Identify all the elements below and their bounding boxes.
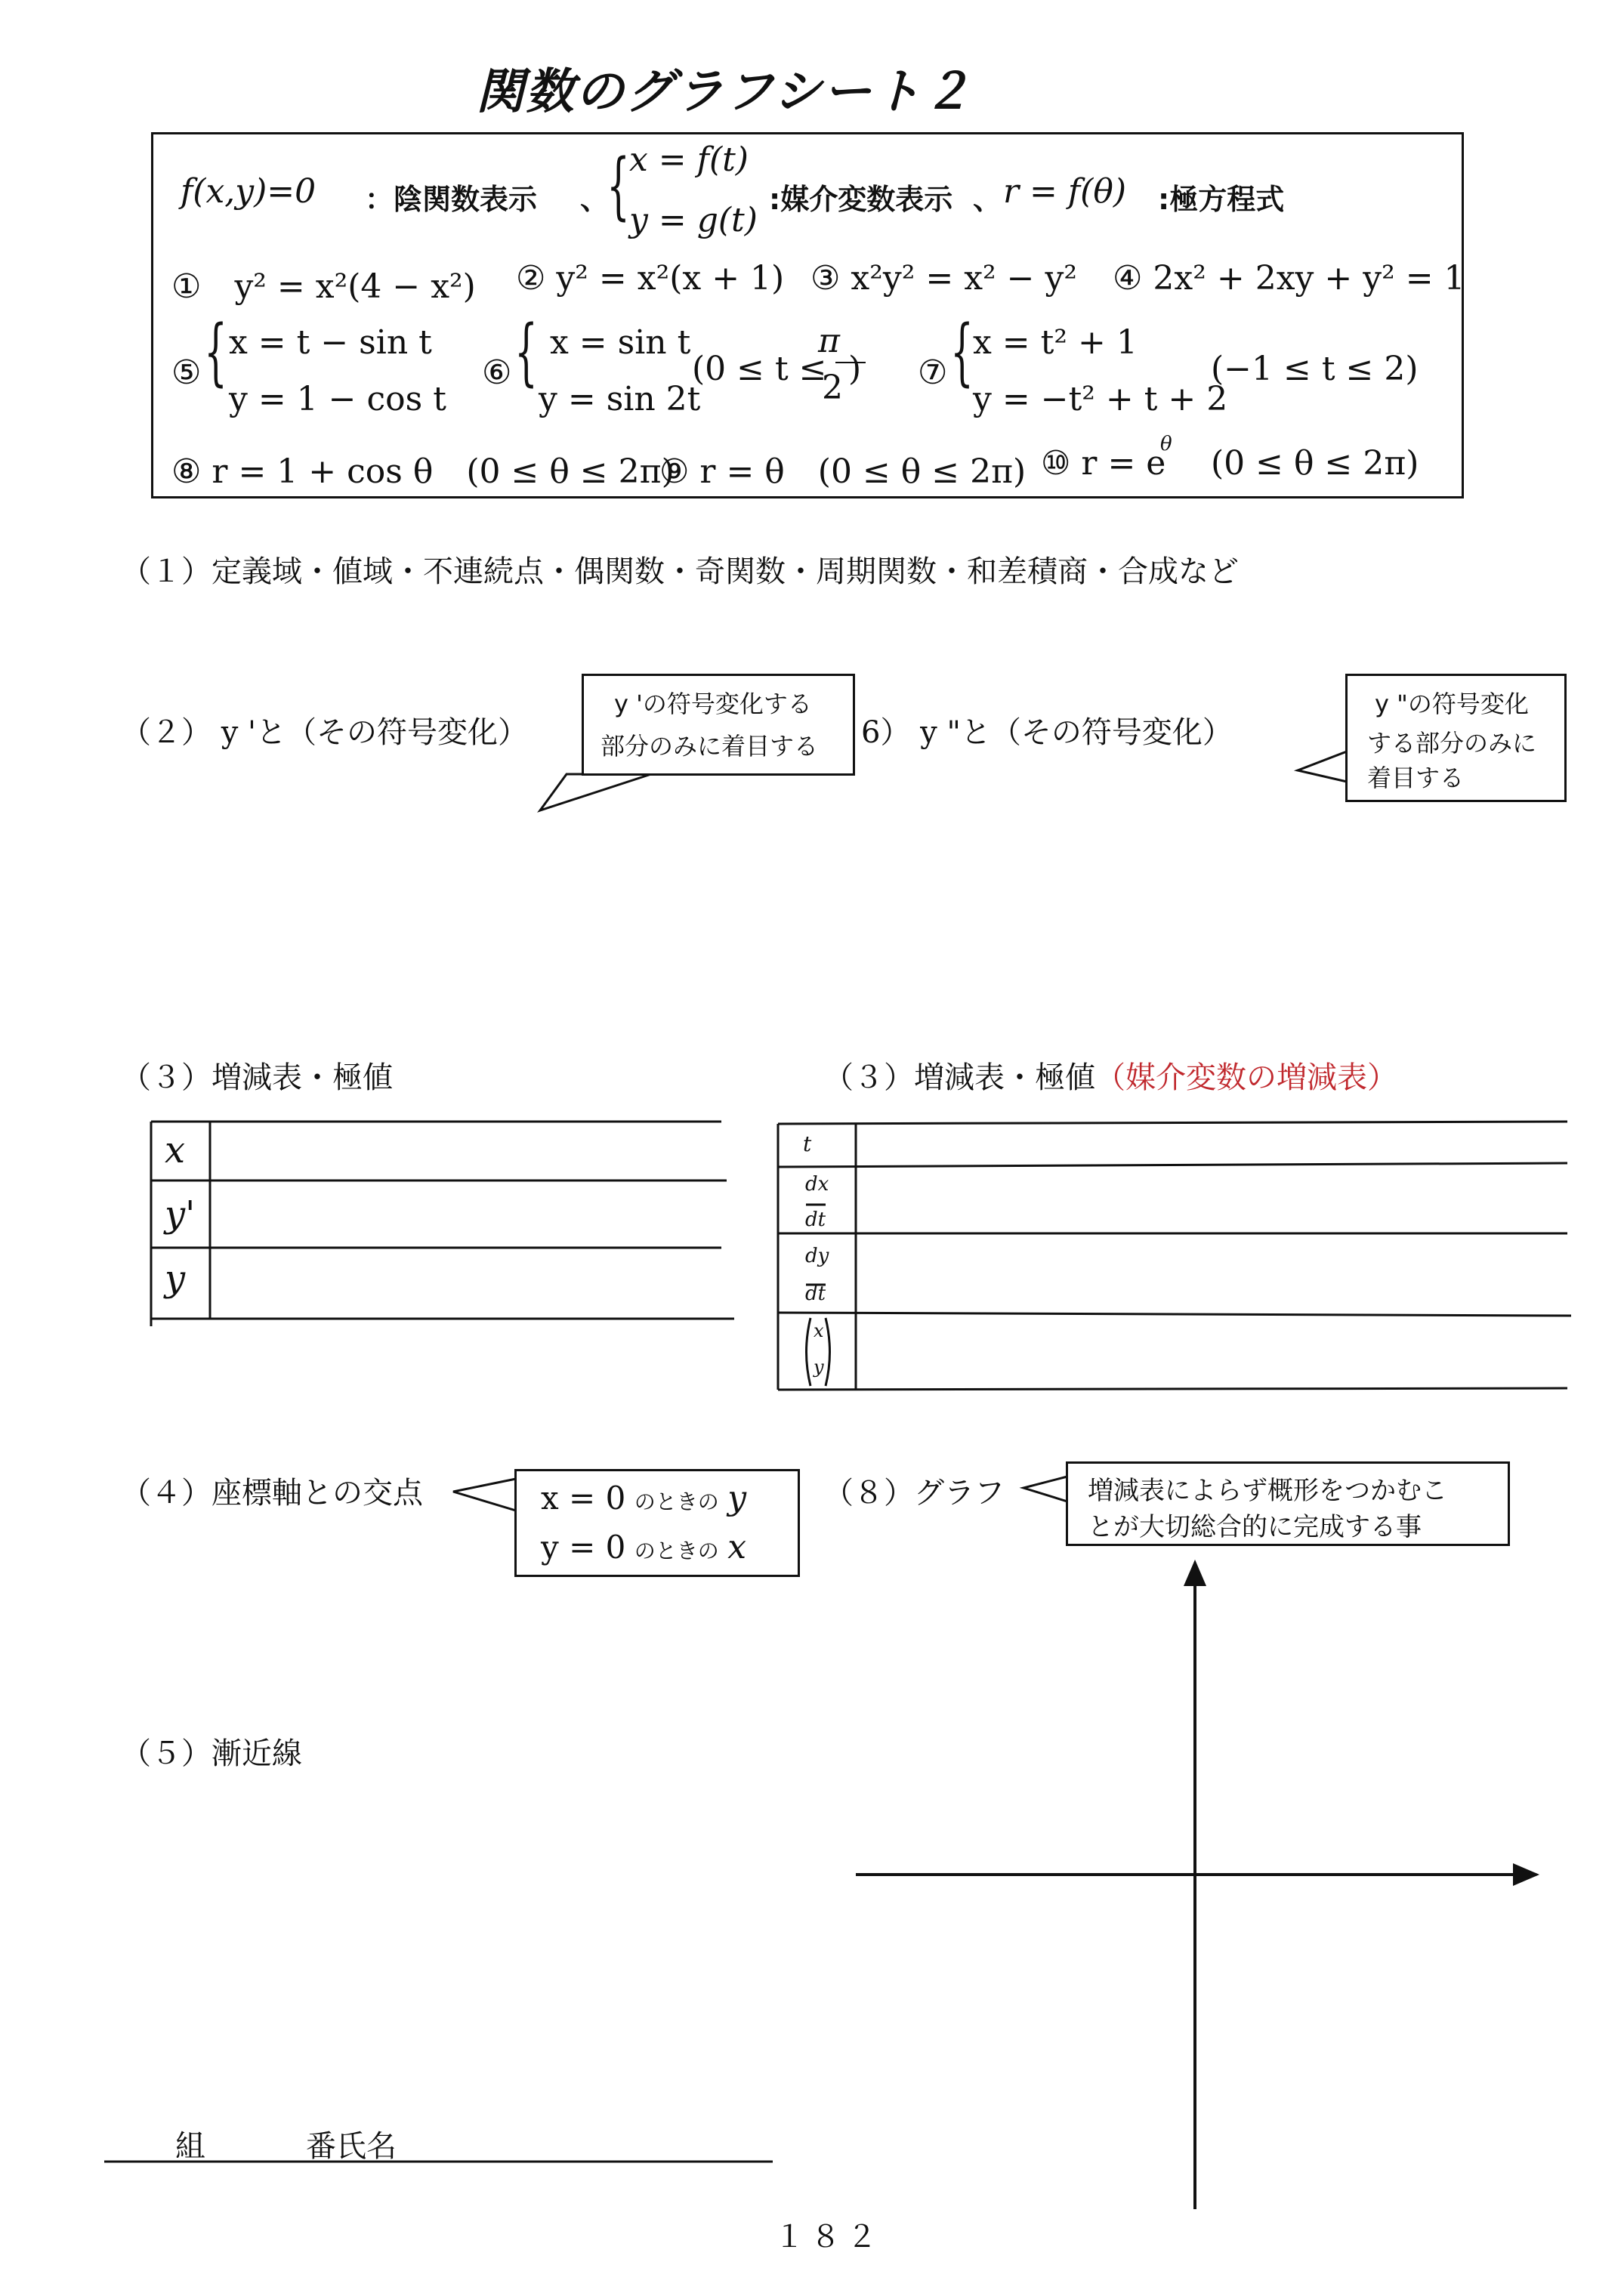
param-label: :媒介変数表示 (769, 183, 953, 216)
equation-6-range-right: ) (848, 350, 862, 388)
brace: { (607, 144, 630, 228)
equation-8: ⑧ r = 1 + cos θ (0 ≤ θ ≤ 2π) (171, 452, 675, 491)
callout-pointer (453, 1479, 516, 1511)
callout-pointer (1298, 751, 1347, 782)
callout-line: 着目する (1367, 764, 1465, 792)
page-number: １８２ (774, 2220, 883, 2254)
brace: { (514, 310, 538, 394)
class-label: 組 (175, 2129, 205, 2164)
section-5-heading: （５）漸近線 (121, 1736, 302, 1771)
table-row-label-vec-x: x (814, 1320, 824, 1341)
table-row-label-x: x (165, 1129, 186, 1171)
callout-text: のときの (634, 1489, 719, 1514)
coordinate-axes (856, 1563, 1536, 2209)
callout-line: y 'の符号変化する (614, 690, 812, 718)
equation-7-y: y = −t² + t + 2 (973, 380, 1228, 418)
param-y: y = g(t) (629, 201, 758, 239)
callout-math: x = 0 (541, 1480, 626, 1517)
equation-4: ④ 2x² + 2xy + y² = 1 (1113, 259, 1465, 298)
equation-2: ② y² = x²(x + 1) (516, 259, 785, 298)
callout-axis-intersections (514, 1469, 800, 1577)
equation-5-x: x = t − sin t (229, 323, 432, 362)
table-row-label-dx-num: dx (805, 1173, 829, 1196)
section-3-heading: （３）増減表・極値 (121, 1060, 393, 1095)
equation-7-number: ⑦ (918, 353, 948, 392)
callout-pointer (1023, 1477, 1067, 1501)
increase-decrease-table-lines (151, 1122, 734, 1326)
section-2-heading: （２） y 'と（その符号変化） (121, 715, 529, 750)
table-row-label-y: y (165, 1258, 186, 1300)
table-row-label-dy-den: dt (805, 1282, 826, 1305)
table-row-label-t: t (803, 1131, 812, 1156)
equation-6-x: x = sin t (550, 323, 691, 362)
callout-math: x (727, 1528, 747, 1566)
equation-6-range-left: (0 ≤ t ≤ (692, 350, 827, 388)
callout-first-derivative (582, 674, 855, 776)
polar-expression: r = f(θ) (1003, 172, 1126, 211)
page-title: 関数のグラフシート２ (476, 63, 973, 120)
equation-5-number: ⑤ (171, 353, 202, 392)
section-6-heading: 6） y "と（その符号変化） (861, 715, 1233, 750)
section-8-heading: （８）グラフ (823, 1476, 1005, 1511)
callout-line: とが大切総合的に完成する事 (1088, 1512, 1422, 1542)
equation-9: ⑨ r = θ (0 ≤ θ ≤ 2π) (659, 452, 1027, 491)
equation-6-range-pi: π (818, 322, 840, 360)
table-row-label-dx-den: dt (805, 1208, 826, 1231)
brace: { (204, 310, 227, 394)
callout-line: する部分のみに (1367, 729, 1537, 758)
equation-5-y: y = 1 − cos t (229, 380, 446, 418)
table-row-label-vec-y: y (814, 1356, 824, 1378)
separator: 、 (973, 183, 1002, 216)
equation-10: ⑩ r = e (1041, 444, 1166, 483)
callout-pointer (540, 774, 651, 810)
brace: { (950, 310, 974, 394)
polar-label: :極方程式 (1158, 183, 1285, 216)
equation-6-y: y = sin 2t (539, 380, 701, 418)
section-1-heading: （１）定義域・値域・不連続点・偶関数・奇関数・周期関数・和差積商・合成など (121, 554, 1239, 589)
section-3-parametric-note: （媒介変数の増減表） (1095, 1060, 1397, 1095)
callout-text: のときの (634, 1538, 719, 1563)
callout-line: 部分のみに着目する (601, 732, 819, 761)
callout-math: y (727, 1479, 747, 1517)
section-4-heading: （４）座標軸との交点 (121, 1476, 423, 1511)
implicit-expression: f(x,y)=0 (181, 172, 316, 211)
callout-math: y = 0 (541, 1529, 626, 1566)
equation-6-range-den: 2 (822, 369, 843, 407)
number-name-label: 番氏名 (306, 2129, 397, 2164)
section-3-parametric-label: （３）増減表・極値 (823, 1060, 1095, 1095)
callout-line: y "の符号変化 (1375, 690, 1529, 718)
callout-second-derivative (1345, 674, 1567, 802)
equation-6-number: ⑥ (482, 353, 512, 392)
table-row-label-dy-num: dy (805, 1245, 829, 1267)
equation-1: ① y² = x²(4 − x²) (171, 267, 476, 306)
equation-10-range: (0 ≤ θ ≤ 2π) (1211, 444, 1419, 483)
callout-line: 増減表によらず概形をつかむこ (1088, 1476, 1447, 1506)
separator: 、 (580, 183, 610, 216)
callout-graph-note (1066, 1461, 1510, 1546)
equation-7-range: (−1 ≤ t ≤ 2) (1211, 350, 1419, 388)
parametric-table-lines (778, 1122, 1571, 1390)
param-x: x = f(t) (629, 140, 749, 179)
table-row-label-dy: y' (165, 1193, 196, 1236)
equation-10-exponent: θ (1160, 433, 1172, 455)
equation-3: ③ x²y² = x² − y² (810, 259, 1078, 298)
implicit-label: ：陰関数表示 (365, 183, 538, 216)
equation-7-x: x = t² + 1 (973, 323, 1138, 362)
